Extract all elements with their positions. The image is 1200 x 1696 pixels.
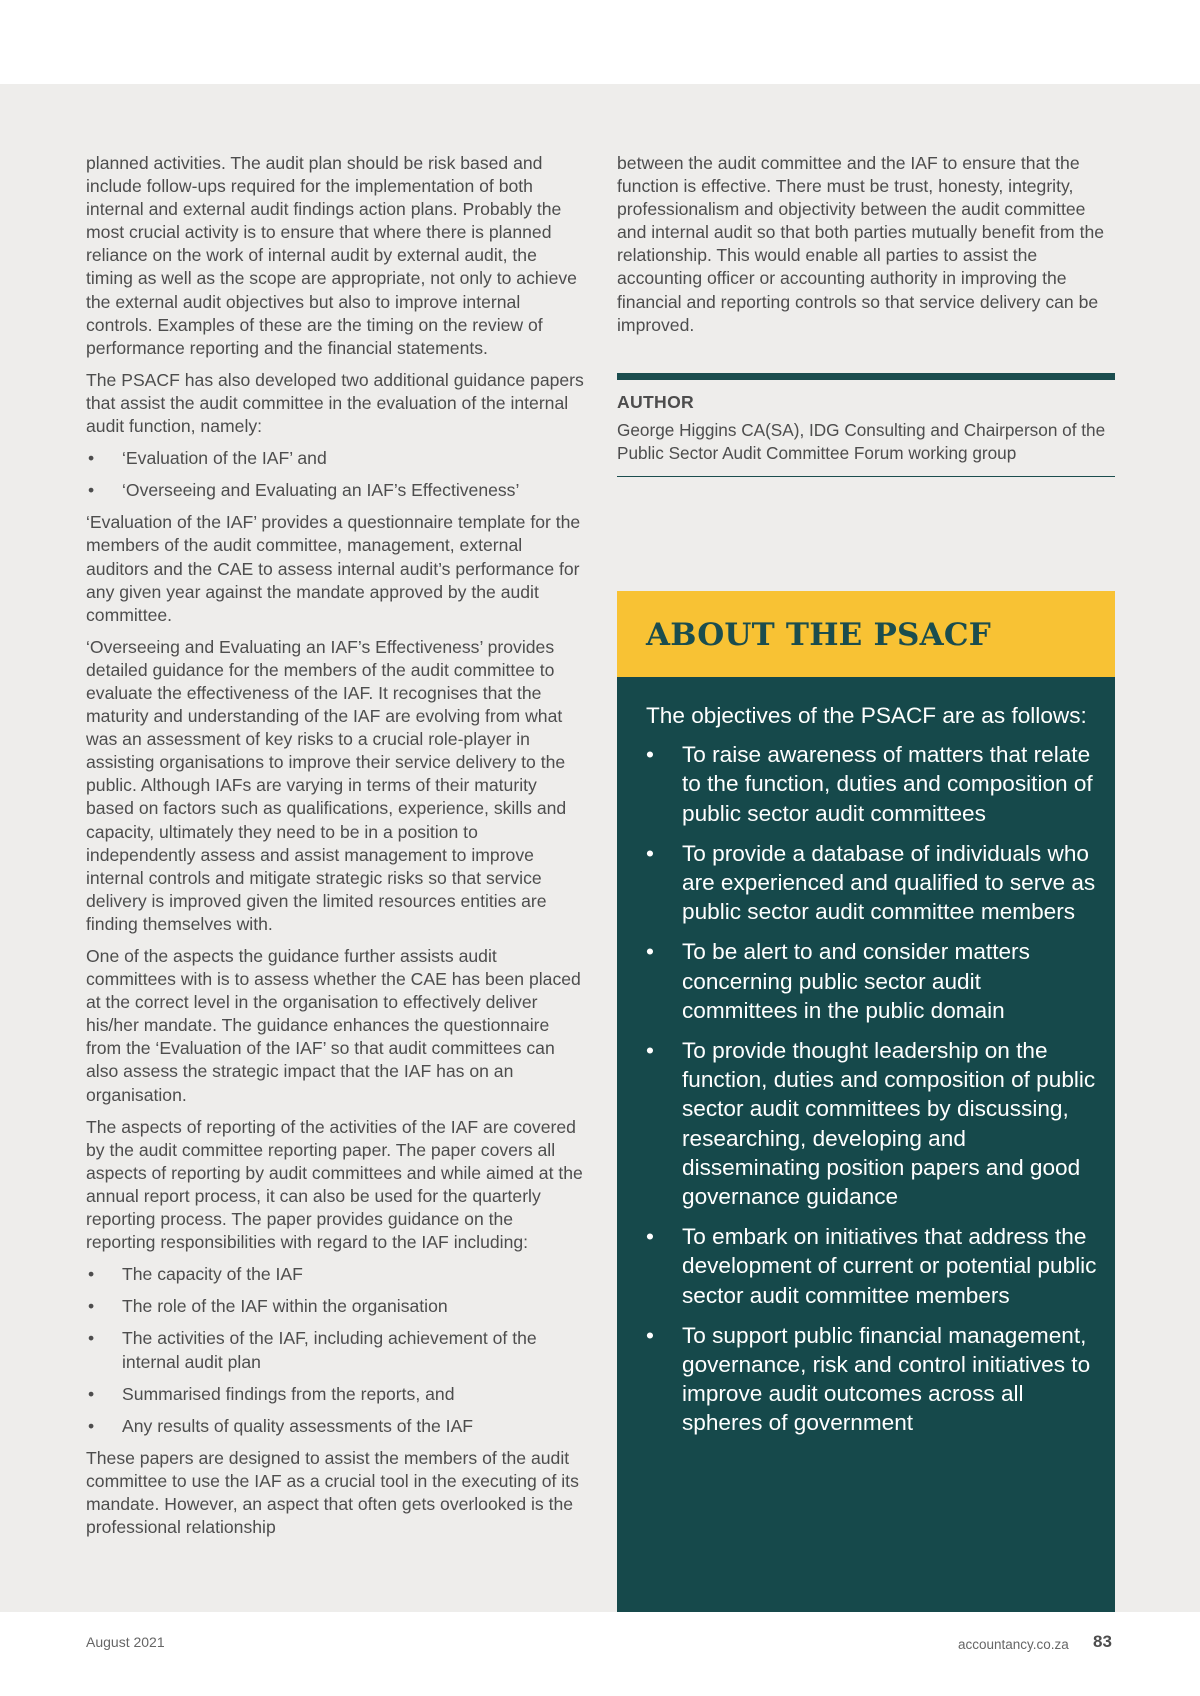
list-item: • The capacity of the IAF (86, 1263, 586, 1286)
body-paragraph: The PSACF has also developed two additional guidance papers that assist the audit committee in the evaluation of the internal audit function, namely: (86, 369, 584, 437)
author-top-rule (617, 373, 1115, 380)
objective-item: • To provide thought leadership on the function, duties and composition of public sector audit committees by discussing, researching, developing and disseminating position papers and good governance guidance (646, 1036, 1098, 1211)
list-item: • The role of the IAF within the organisation (86, 1295, 586, 1318)
body-paragraph: These papers are designed to assist the members of the audit committee to use the IAF as a crucial tool in the executing of its mandate. However, an aspect that often gets overlooked is the professional relationship (86, 1447, 579, 1538)
body-paragraph: planned activities. The audit plan should be risk based and include follow-ups required for the implementation of both internal and external audit findings action plans. Probably the most crucial activity is to ensure that where there is planned reliance on the work of internal audit by external audit, the timing as well as the scope are appropriate, not only to achieve the external audit objectives but also to improve internal controls. Examples of these are the timing on the review of performance reporting and the financial statements. (86, 153, 577, 358)
list-item: • Any results of quality assessments of the IAF (86, 1415, 586, 1438)
footer-website: accountancy.co.za (958, 1637, 1069, 1652)
about-title: ABOUT THE PSACF (646, 617, 991, 653)
objective-item: • To support public financial management, governance, risk and control initiatives to improve audit outcomes across all spheres of government (646, 1321, 1098, 1438)
list-item: • ‘Overseeing and Evaluating an IAF’s Effectiveness’ (86, 479, 586, 502)
about-header-band (617, 591, 1115, 677)
right-column (617, 152, 1115, 337)
about-body (646, 701, 1098, 1449)
author-heading: AUTHOR (617, 392, 695, 412)
objective-item: • To provide a database of individuals who are experienced and qualified to serve as public sector audit committee members (646, 839, 1098, 927)
body-paragraph: The aspects of reporting of the activities of the IAF are covered by the audit committee reporting paper. The paper covers all aspects of reporting by audit committees and while aimed at the annual report process, it can also be used for the quarterly reporting process. The paper provides guidance on the reporting responsibilities with regard to the IAF including: (86, 1116, 583, 1253)
list-item: • Summarised findings from the reports, and (86, 1383, 586, 1406)
objectives-list (646, 740, 1098, 1437)
about-psacf-box (617, 591, 1115, 1612)
footer-date: August 2021 (86, 1634, 165, 1650)
body-paragraph: One of the aspects the guidance further assists audit committees with is to assess whether the CAE has been placed at the correct level in the organisation to effectively deliver his/her mandate. The guidance enhances the questionnaire from the ‘Evaluation of the IAF’ so that audit committees can also assess the strategic impact that the IAF has on an organisation. (86, 946, 581, 1105)
list-item: • ‘Evaluation of the IAF’ and (86, 447, 586, 470)
body-paragraph: between the audit committee and the IAF to ensure that the function is effective. There must be trust, honesty, integrity, professionalism and objectivity between the audit committee and internal audit so that both parties mutually benefit from the relationship. This would enable all parties to assist the accounting officer or accounting authority in improving the financial and reporting controls so that service delivery can be improved. (617, 153, 1105, 335)
author-credit: George Higgins CA(SA), IDG Consulting and Chairperson of the Public Sector Audit Committee Forum working group (617, 420, 1106, 463)
guidance-papers-list (86, 447, 586, 502)
list-item: • The activities of the IAF, including achievement of the internal audit plan (86, 1327, 586, 1373)
about-intro: The objectives of the PSACF are as follows: (646, 703, 1087, 728)
body-paragraph: ‘Overseeing and Evaluating an IAF’s Effectiveness’ provides detailed guidance for the members of the audit committee to evaluate the effectiveness of the IAF. It recognises that the maturity and understanding of the IAF are evolving from what was an assessment of key risks to a crucial role-player in assisting organisations to improve their service delivery to the public. Although IAFs are varying in terms of their maturity based on factors such as qualifications, experience, skills and capacity, ultimately they need to be in a position to independently assess and assist management to improve internal controls and mitigate strategic risks so that service delivery is improved given the limited resources entities are finding themselves with. (86, 636, 567, 934)
objective-item: • To raise awareness of matters that relate to the function, duties and composition of public sector audit committees (646, 740, 1098, 828)
body-paragraph: ‘Evaluation of the IAF’ provides a questionnaire template for the members of the audit committee, management, external auditors and the CAE to assess internal audit’s performance for any given year against the mandate approved by the audit committee. (86, 512, 581, 625)
objective-item: • To embark on initiatives that address the development of current or potential public sector audit committee members (646, 1222, 1098, 1310)
author-bottom-rule (617, 476, 1115, 477)
page-number: 83 (1093, 1632, 1112, 1651)
left-column (86, 152, 586, 1548)
objective-item: • To be alert to and consider matters concerning public sector audit committees in the public domain (646, 937, 1098, 1025)
reporting-responsibilities-list (86, 1263, 586, 1438)
